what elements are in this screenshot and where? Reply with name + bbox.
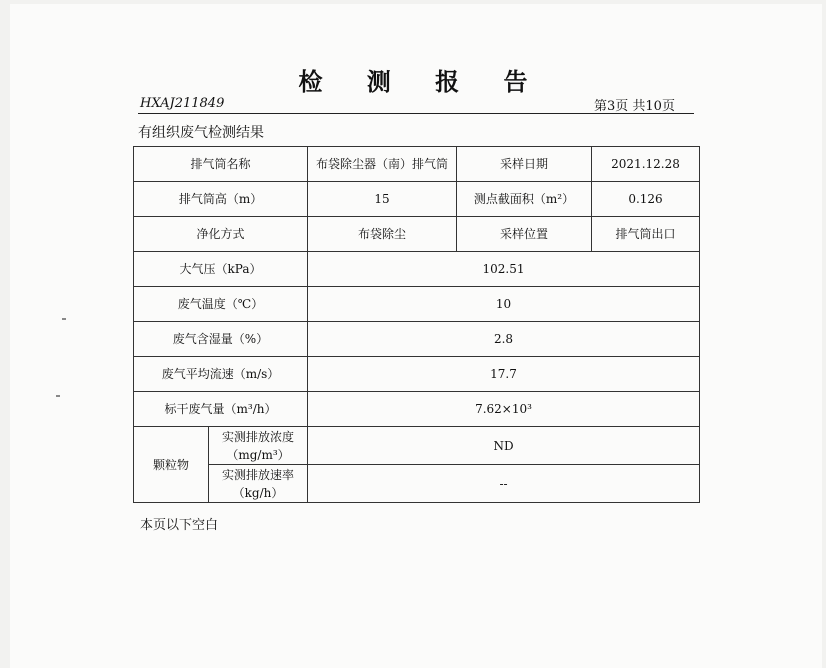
table-row (134, 357, 700, 392)
temperature-value: 10 (308, 287, 700, 322)
humidity-value: 2.8 (308, 322, 700, 357)
pressure-value: 102.51 (308, 252, 700, 287)
header-divider (138, 113, 694, 114)
report-number: HXAJ211849 (140, 96, 225, 111)
sampling-position-label: 采样位置 (457, 217, 592, 252)
purification-method-value: 布袋除尘 (308, 217, 457, 252)
concentration-value: ND (308, 427, 700, 465)
section-area-value: 0.126 (592, 182, 700, 217)
table-row (134, 287, 700, 322)
table-row (134, 147, 700, 182)
section-title: 有组织废气检测结果 (138, 125, 264, 141)
emission-rate-value: -- (308, 465, 700, 503)
emission-rate-unit: （kg/h） (232, 485, 284, 500)
blank-below-note: 本页以下空白 (140, 518, 219, 533)
table-row (134, 182, 700, 217)
table-row (134, 465, 700, 503)
velocity-label: 废气平均流速（m/s） (134, 357, 308, 392)
concentration-label-cell (209, 427, 308, 465)
stack-name-value: 布袋除尘器（南）排气筒 (308, 147, 457, 182)
page-title: 检 测 报 告 (298, 67, 546, 96)
table-row (134, 392, 700, 427)
velocity-value: 17.7 (308, 357, 700, 392)
concentration-label: 实测排放浓度 (222, 429, 295, 444)
sampling-date-value: 2021.12.28 (592, 147, 700, 182)
flow-value: 7.62×10³ (308, 392, 700, 427)
table-row (134, 217, 700, 252)
sampling-position-value: 排气筒出口 (592, 217, 700, 252)
page-indicator: 第3页 共10页 (594, 99, 675, 114)
stack-name-label: 排气筒名称 (134, 147, 308, 182)
section-area-label: 测点截面积（m²） (457, 182, 592, 217)
flow-label: 标干废气量（m³/h） (134, 392, 308, 427)
sampling-date-label: 采样日期 (457, 147, 592, 182)
table-row (134, 427, 700, 465)
temperature-label: 废气温度（℃） (134, 287, 308, 322)
table-row (134, 252, 700, 287)
scan-speck (56, 395, 60, 397)
particulate-label: 颗粒物 (134, 427, 209, 503)
stack-height-value: 15 (308, 182, 457, 217)
table-row (134, 322, 700, 357)
emission-rate-label: 实测排放速率 (222, 467, 295, 482)
emission-rate-label-cell (209, 465, 308, 503)
stack-height-label: 排气筒高（m） (134, 182, 308, 217)
pressure-label: 大气压（kPa） (134, 252, 308, 287)
scan-speck (62, 318, 66, 320)
purification-method-label: 净化方式 (134, 217, 308, 252)
humidity-label: 废气含湿量（%） (134, 322, 308, 357)
concentration-unit: （mg/m³） (226, 447, 290, 462)
exhaust-results-table (133, 146, 700, 503)
